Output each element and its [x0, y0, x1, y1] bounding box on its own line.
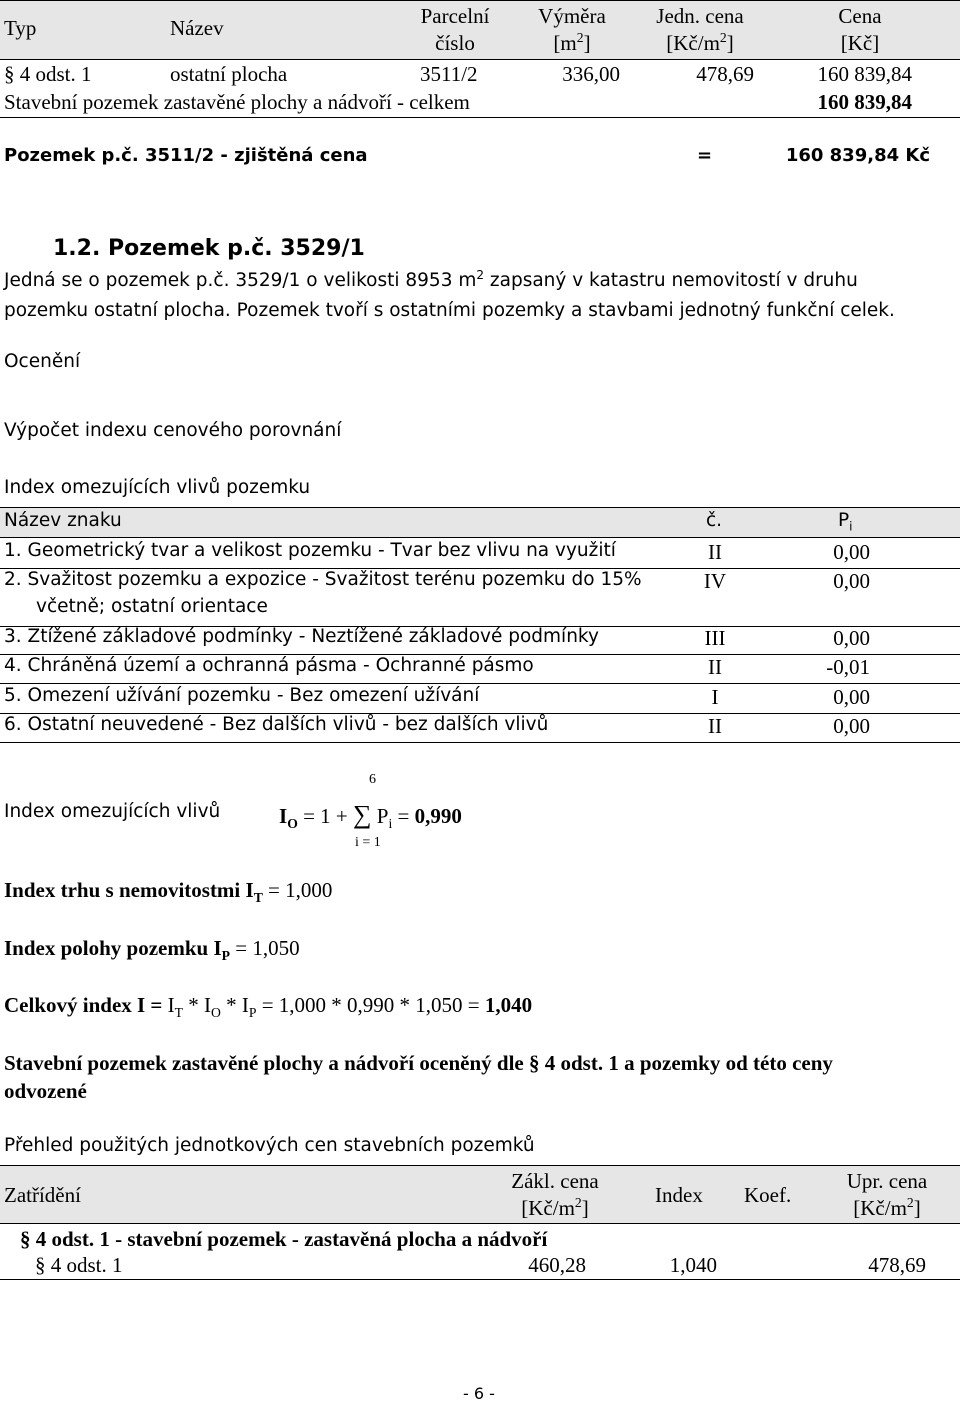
index-poloha: Index polohy pozemku $I_P = 1,050$: [4, 936, 300, 964]
index-heading: Index omezujících vlivů pozemku: [4, 477, 311, 498]
prehled-group: § 4 odst. 1 - stavební pozemek - zastavěná plocha a nádvoří: [20, 1227, 548, 1251]
index-row-name: 1. Geometrický tvar a velikost pozemku - Tvar bez vlivu na využití: [4, 540, 616, 561]
prehled-row-upr: 478,69: [868, 1253, 926, 1277]
total-value: 160 839,84: [817, 90, 912, 114]
header-typ: Typ: [4, 16, 37, 40]
index-table-header-bg: [0, 507, 960, 538]
header-vymera: Výměra $[m^2]$: [538, 4, 606, 55]
sum-icon: ∑: [353, 800, 372, 829]
header-koef: Koef.: [744, 1183, 792, 1207]
index-row-name: 4. Chráněná území a ochranná pásma - Ochranné pásmo: [4, 655, 534, 676]
formula-sum-top: 6: [369, 772, 376, 787]
index-row-c: III: [704, 626, 726, 650]
row-jedn: 478,69: [696, 62, 754, 86]
index-row-p: 0,00: [833, 714, 870, 738]
formula-label: Index omezujících vlivů: [4, 801, 221, 822]
found-price-label: Pozemek p.č. 3511/2 - zjištěná cena: [4, 145, 368, 166]
prehled-row-zakl: 460,28: [528, 1253, 586, 1277]
index-row-c: II: [708, 655, 722, 679]
index-row-c: II: [708, 714, 722, 738]
header-zakl-cena: Zákl. cena $[Kč/m^2]$: [511, 1169, 599, 1220]
total-label: Stavební pozemek zastavěné plochy a nádvoří - celkem: [4, 90, 470, 114]
prehled-header-bg: [0, 1165, 960, 1224]
header-parcelni: Parcelní číslo: [420, 4, 490, 55]
header-c: č.: [706, 510, 723, 531]
oceneni-heading: Ocenění: [4, 351, 81, 372]
found-price-eq: =: [697, 145, 713, 166]
section-heading: 1.2. Pozemek p.č. 3529/1: [53, 236, 365, 261]
index-row-p: 0,00: [833, 626, 870, 650]
prehled-row-label: § 4 odst. 1: [35, 1253, 123, 1277]
index-row-c: II: [708, 540, 722, 564]
header-pi: $P_i$: [838, 510, 853, 534]
formula-expression: $I_O = 1$ + ∑ $P_i = 0,990$: [279, 800, 462, 832]
prehled-row-index: 1,040: [669, 1253, 717, 1277]
index-celkovy: Celkový index $I = I_T * I_O * I_P = 1,000 * 0,990 * 1,050 = 1,040$: [4, 993, 533, 1021]
index-row-p: 0,00: [833, 685, 870, 709]
index-row-c: I: [711, 685, 719, 709]
index-row-p: 0,00: [833, 569, 870, 593]
index-row-p: -0,01: [826, 655, 870, 679]
header-cena: Cena [Kč]: [838, 4, 882, 55]
header-jedn-cena: Jedn. cena $[Kč/m^2]$: [656, 4, 744, 55]
index-trh: Index trhu s nemovitostmi $I_T = 1,000$: [4, 878, 333, 906]
section-desc-2: pozemku ostatní plocha. Pozemek tvoří s ostatními pozemky a stavbami jednotný funkční celek.: [4, 300, 895, 321]
index-row-name-cont: včetně; ostatní orientace: [36, 596, 268, 617]
index-row-p: 0,00: [833, 540, 870, 564]
row-vymera: 336,00: [562, 62, 620, 86]
prehled-title: Přehled použitých jednotkových cen stavebních pozemků: [4, 1135, 535, 1156]
header-zatrideni: Zatřídění: [4, 1183, 81, 1207]
header-nazev-znaku: Název znaku: [4, 510, 122, 531]
header-upr-cena: Upr. cena $[Kč/m^2]$: [846, 1169, 928, 1220]
header-index: Index: [655, 1183, 703, 1207]
index-row-c: IV: [703, 569, 727, 593]
index-row-name: 6. Ostatní neuvedené - Bez dalších vlivů - bez dalších vlivů: [4, 714, 549, 735]
header-nazev: Název: [170, 16, 224, 40]
found-price-value: 160 839,84 Kč: [785, 145, 930, 166]
index-row-name: 2. Svažitost pozemku a expozice - Svažitost terénu pozemku do 15%: [4, 569, 642, 590]
section-desc-1: Jedná se o pozemek p.č. 3529/1 o velikosti 8953 $m^2$ zapsaný v katastru nemovitostí v druhu: [4, 267, 858, 291]
vypocet-heading: Výpočet indexu cenového porovnání: [4, 420, 342, 441]
row-cena: 160 839,84: [817, 62, 912, 86]
stavebni-line-2: odvozené: [4, 1079, 87, 1103]
index-row-name: 3. Ztížené základové podmínky - Neztížené základové podmínky: [4, 626, 599, 647]
stavebni-line-1: Stavební pozemek zastavěné plochy a nádvoří oceněný dle § 4 odst. 1 a pozemky od této ceny: [4, 1051, 833, 1075]
page-number: - 6 -: [463, 1384, 495, 1403]
row-parcelni: 3511/2: [420, 62, 478, 86]
formula-sum-bottom: i = 1: [355, 835, 381, 850]
index-row-name: 5. Omezení užívání pozemku - Bez omezení užívání: [4, 685, 480, 706]
row-nazev: ostatní plocha: [170, 62, 288, 86]
row-typ: § 4 odst. 1: [4, 62, 92, 86]
